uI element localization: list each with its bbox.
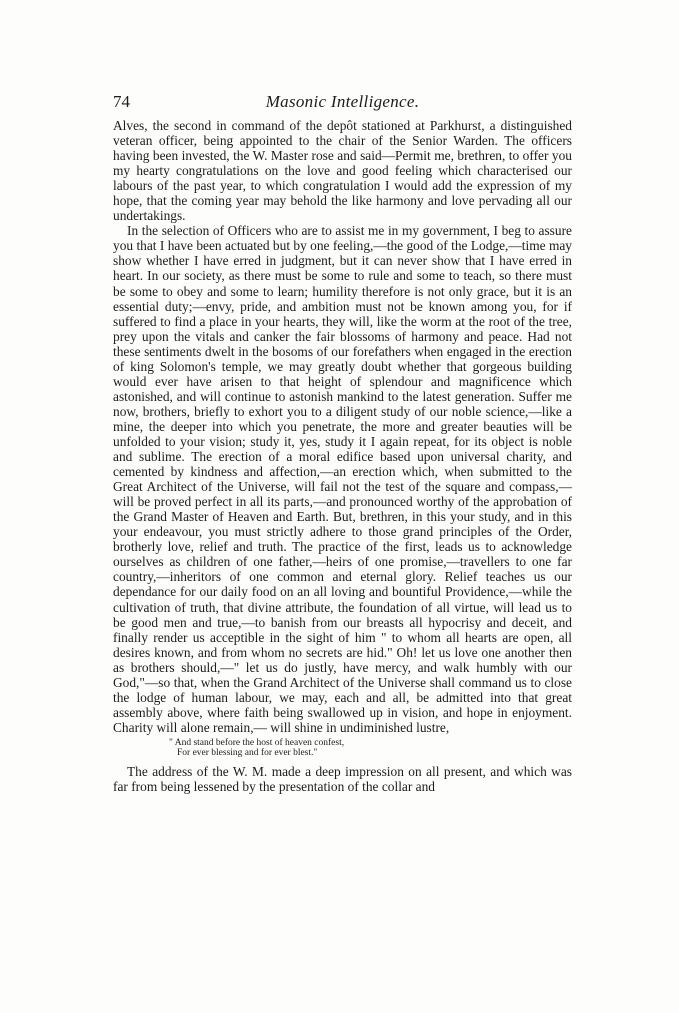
paragraph-address: In the selection of Officers who are to assist me in my government, I beg to assure you that I have been actuated but by one feeling,—the good of the Lodge,—time may show whether I have erred in judgment, but it can never show that I have erred in heart. In our society, as there must be some to rule and some to teach, so there must be some to obey and some to learn; humility therefore is not only grace, but it is an essential duty;—envy, pride, and ambition must not be known among you, for if suffered to find a place in your hearts, they will, like the worm at the root of the tree, prey upon the vitals and canker the fair blossoms of harmony and peace. Had not these sentiments dwelt in the bosoms of our forefathers when engaged in the erection of king Solomon's temple, we may greatly doubt whether that gorgeous building would ever have arisen to that height of splendour and magnificence which astonished, and will continue to astonish mankind to the latest generation. Suffer me now, brothers, briefly to exhort you to a diligent study of our noble science,—like a mine, the deeper into which you penetrate, the more and greater beauties will be unfolded to your vision; study it, yes, study it I again repeat, for its object is noble and sublime. The erection of a moral edifice based upon universal charity, and cemented by kindness and affection,—an erection which, when submitted to the Great Architect of the Universe, will fail not the test of the square and compass,—will be proved perfect in all its parts,—and pronounced worthy of the approbation of the Grand Master of Heaven and Earth. But, brethren, in this your study, and in this your endeavour, you must strictly adhere to those grand principles of the Order, brotherly love, relief and truth. The practice of the first, leads us to acknowledge ourselves as children of one father,—heirs of one promise,—travellers to one far country,—inheritors of one common and eternal glory. Relief teaches us our dependance for our daily food on an all loving and bountiful Providence,—while the cultivation of truth, that divine attribute, the foundation of all virtue, will lead us to be good men and true,—to banish from our breasts all hypocrisy and deceit, and finally render us acceptible in the sight of him " to whom all hearts are open, all desires known, and from whom no secrets are hid." Oh! let us love one another then as brothers should,—" let us do justly, have mercy, and walk humbly with our God,"—so that, when the Grand Architect of the Universe shall command us to close the lodge of human labour, we may, each and all, be admitted into that great assembly above, where faith being swallowed up in vision, and hope in enjoyment. Charity will alone remain,— will shine in undiminished lustre,	[113, 223, 572, 735]
verse-quotation	[113, 738, 572, 759]
verse-line: " And stand before the host of heaven confest,	[169, 737, 345, 748]
page-number: 74	[113, 92, 130, 111]
paragraph-closing: The address of the W. M. made a deep impression on all present, and which was far from being lessened by the presentation of the collar and	[113, 763, 572, 794]
paragraph-continuation: Alves, the second in command of the depôt stationed at Parkhurst, a distinguished veteran officer, being appointed to the chair of the Senior Warden. The officers having been invested, the W. Master rose and said—Permit me, brethren, to offer you my hearty congratulations on the love and good feeling which characterised our labours of the past year, to which congratulation I would add the expression of my hope, that the coming year may behold the like harmony and love pervading all our undertakings.	[113, 118, 572, 224]
verse-line: For ever blessing and for ever blest."	[177, 748, 318, 759]
running-title: Masonic Intelligence.	[265, 92, 420, 111]
body-text	[113, 118, 572, 794]
page-header	[113, 92, 572, 118]
book-page	[113, 92, 572, 794]
